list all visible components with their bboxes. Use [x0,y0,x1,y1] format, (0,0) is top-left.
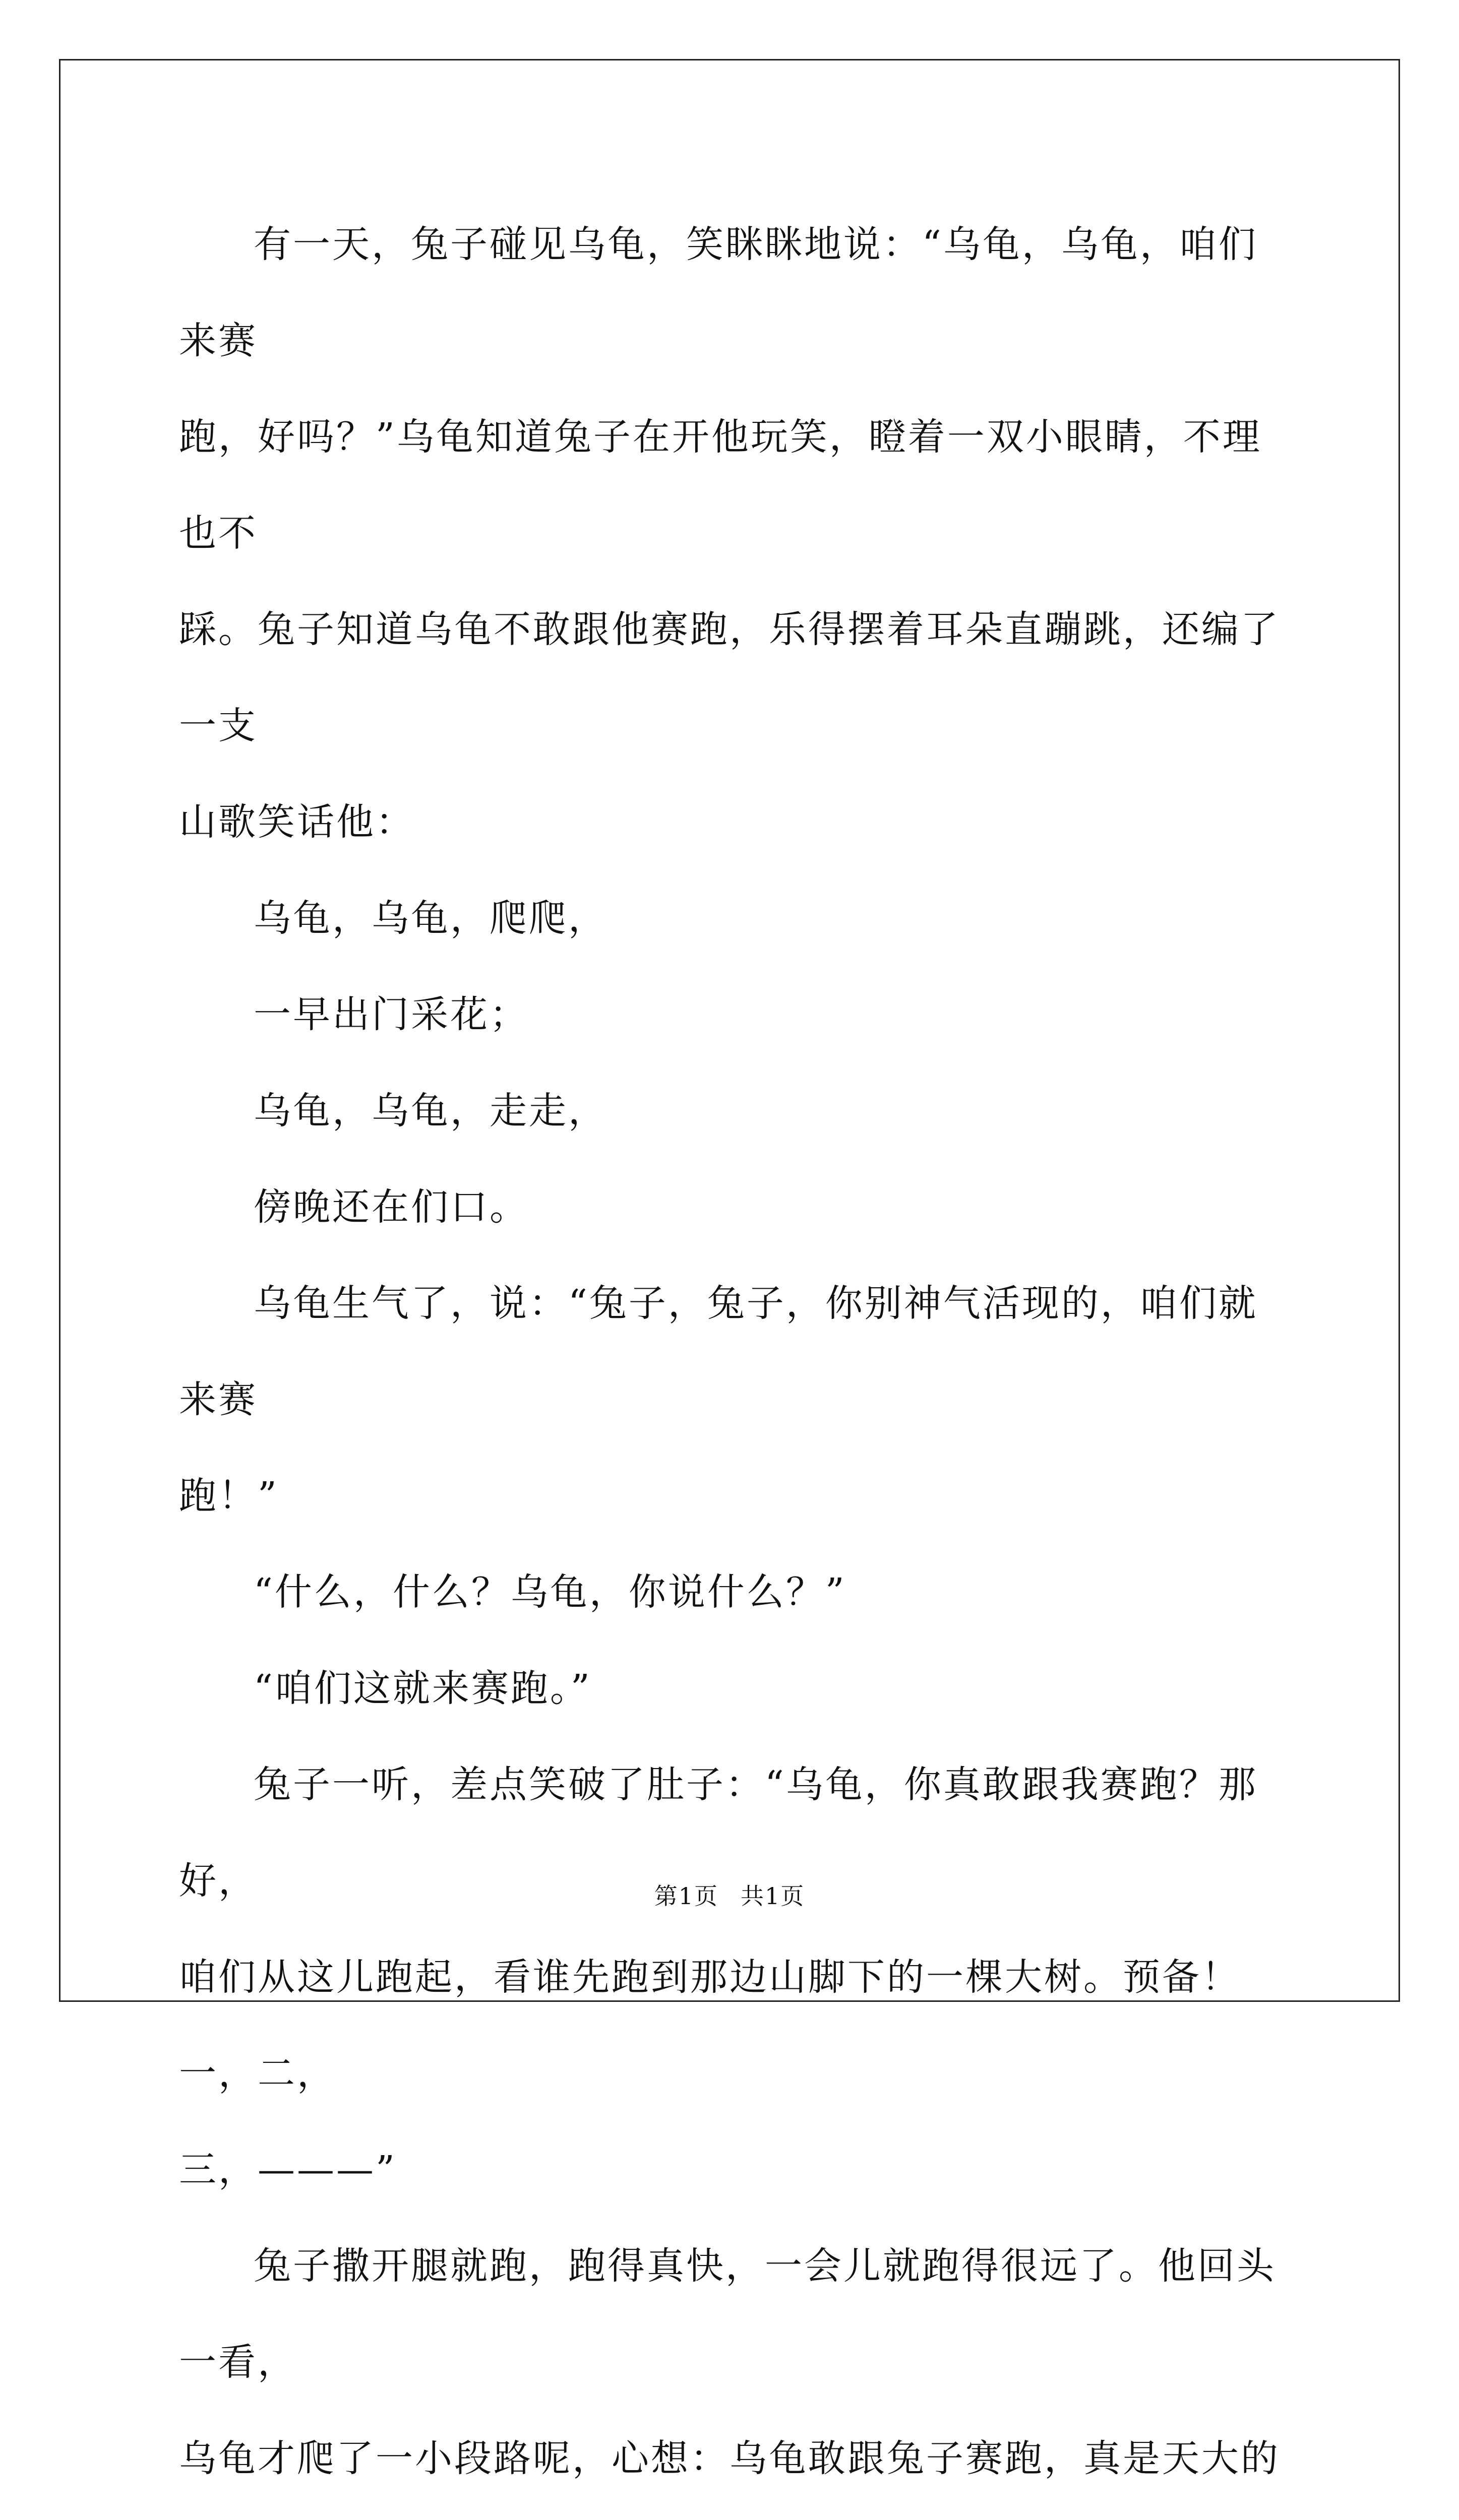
text-line: 乌龟才爬了一小段路呢，心想：乌龟敢跟兔子赛跑，真是天大的 [179,2437,1280,2480]
paragraph-1 [179,197,1281,870]
paragraph-9 [179,1737,1281,2218]
page-footer [0,1878,1459,1911]
text-line: 兔子撒开腿就跑，跑得真快，一会儿就跑得很远了。他回头一看， [179,2244,1276,2384]
text-line: 山歌笑话他： [179,800,415,844]
text-line: 乌龟，乌龟，走走， [254,1089,607,1132]
document-body [179,197,1281,2520]
page-number: 第1页 [654,1882,718,1910]
text-line: 有一天，兔子碰见乌龟，笑眯眯地说：“乌龟，乌龟，咱们来赛 [179,223,1258,362]
paragraph-3 [179,967,1281,1063]
text-line: 乌龟，乌龟，爬爬， [254,897,607,940]
page-total: 共1页 [741,1882,805,1910]
text-line: 踩。兔子知道乌龟不敢跟他赛跑，乐得摆着耳朵直蹦跳，还编了一支 [179,608,1280,747]
paragraph-8 [179,1641,1281,1737]
paragraph-2 [179,870,1281,967]
paragraph-6 [179,1255,1281,1544]
text-line: 一早出门采花； [254,993,529,1036]
text-line: “咱们这就来赛跑。” [254,1667,592,1710]
text-line: 乌龟生气了，说：“兔子，兔子，你别神气活现的，咱们就来赛 [179,1282,1258,1421]
paragraph-10 [179,2218,1281,2520]
text-line: 跑！” [179,1474,279,1518]
text-line: “什么，什么？乌龟，你说什么？” [254,1570,846,1614]
text-line: 跑，好吗？”乌龟知道兔子在开他玩笑，瞪着一双小眼睛，不理也不 [179,415,1262,555]
paragraph-7 [179,1544,1281,1641]
text-line: 傍晚还在们口。 [254,1185,529,1229]
text-line: 三，———” [179,2148,397,2191]
text-line: 咱们从这儿跑起，看谁先跑到那边山脚下的一棵大树。预备！一，二， [179,1956,1241,2095]
paragraph-4 [179,1063,1281,1159]
text-line: 兔子一听，差点笑破了肚子：“乌龟，你真敢跟我赛跑？那好， [179,1763,1258,1903]
paragraph-5 [179,1159,1281,1255]
